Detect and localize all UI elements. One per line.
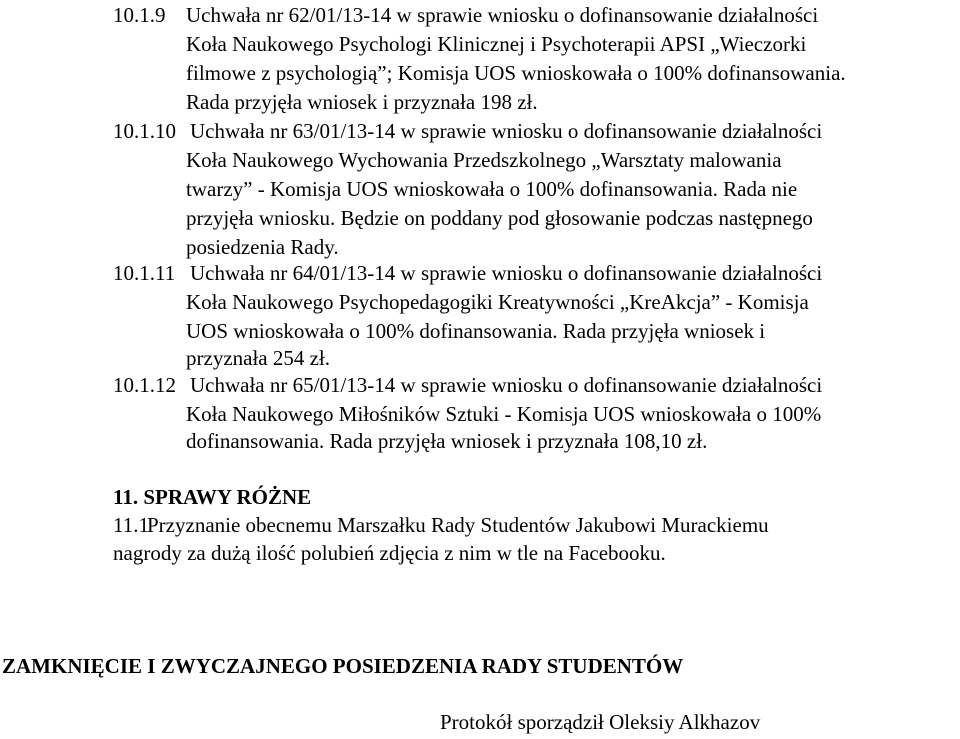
sub-item-number: 11.1 <box>113 513 149 537</box>
item-text-line: filmowe z psychologią”; Komisja UOS wnioskowała o 100% dofinansowania. <box>186 61 846 85</box>
item-text-line: Rada przyjęła wniosek i przyznała 198 zł. <box>186 90 538 114</box>
item-number: 10.1.9 <box>113 3 166 27</box>
sub-item-text-line: nagrody za dużą ilość polubień zdjęcia z nim w tle na Facebooku. <box>113 541 666 565</box>
item-text-line: Uchwała nr 64/01/13-14 w sprawie wniosku o dofinansowanie działalności <box>190 261 823 285</box>
item-text-line: Koła Naukowego Psychopedagogiki Kreatywności „KreAkcja” - Komisja <box>186 290 809 314</box>
item-text-line: dofinansowania. Rada przyjęła wniosek i przyznała 108,10 zł. <box>186 429 708 453</box>
item-text-line: Koła Naukowego Psychologi Klinicznej i Psychoterapii APSI „Wieczorki <box>186 32 807 56</box>
item-text-line: UOS wnioskowała o 100% dofinansowania. Rada przyjęła wniosek i <box>186 319 766 343</box>
item-text-line: twarzy” - Komisja UOS wnioskowała o 100% dofinansowania. Rada nie <box>186 177 798 201</box>
item-text-line: przyznała 254 zł. <box>186 346 331 370</box>
item-text-line: Uchwała nr 62/01/13-14 w sprawie wniosku o dofinansowanie działalności <box>186 3 819 27</box>
sub-item-text-line: Przyznanie obecnemu Marszałku Rady Studentów Jakubowi Murackiemu <box>147 513 769 537</box>
item-text-line: Uchwała nr 65/01/13-14 w sprawie wniosku o dofinansowanie działalności <box>190 373 823 397</box>
item-number: 10.1.10 <box>113 119 176 143</box>
item-text-line: przyjęła wniosku. Będzie on poddany pod głosowanie podczas następnego <box>186 206 813 230</box>
item-number: 10.1.12 <box>113 373 176 397</box>
item-number: 10.1.11 <box>113 261 176 285</box>
item-text-line: Koła Naukowego Miłośników Sztuki - Komisja UOS wnioskowała o 100% <box>186 402 822 426</box>
item-text-line: posiedzenia Rady. <box>186 235 339 259</box>
protocol-author: Protokół sporządził Oleksiy Alkhazov <box>440 710 761 734</box>
section-heading: 11. SPRAWY RÓŻNE <box>113 485 312 509</box>
item-text-line: Uchwała nr 63/01/13-14 w sprawie wniosku o dofinansowanie działalności <box>190 119 823 143</box>
item-text-line: Koła Naukowego Wychowania Przedszkolnego „Warsztaty malowania <box>186 148 782 172</box>
closing-heading: ZAMKNIĘCIE I ZWYCZAJNEGO POSIEDZENIA RADY STUDENTÓW <box>2 654 684 678</box>
